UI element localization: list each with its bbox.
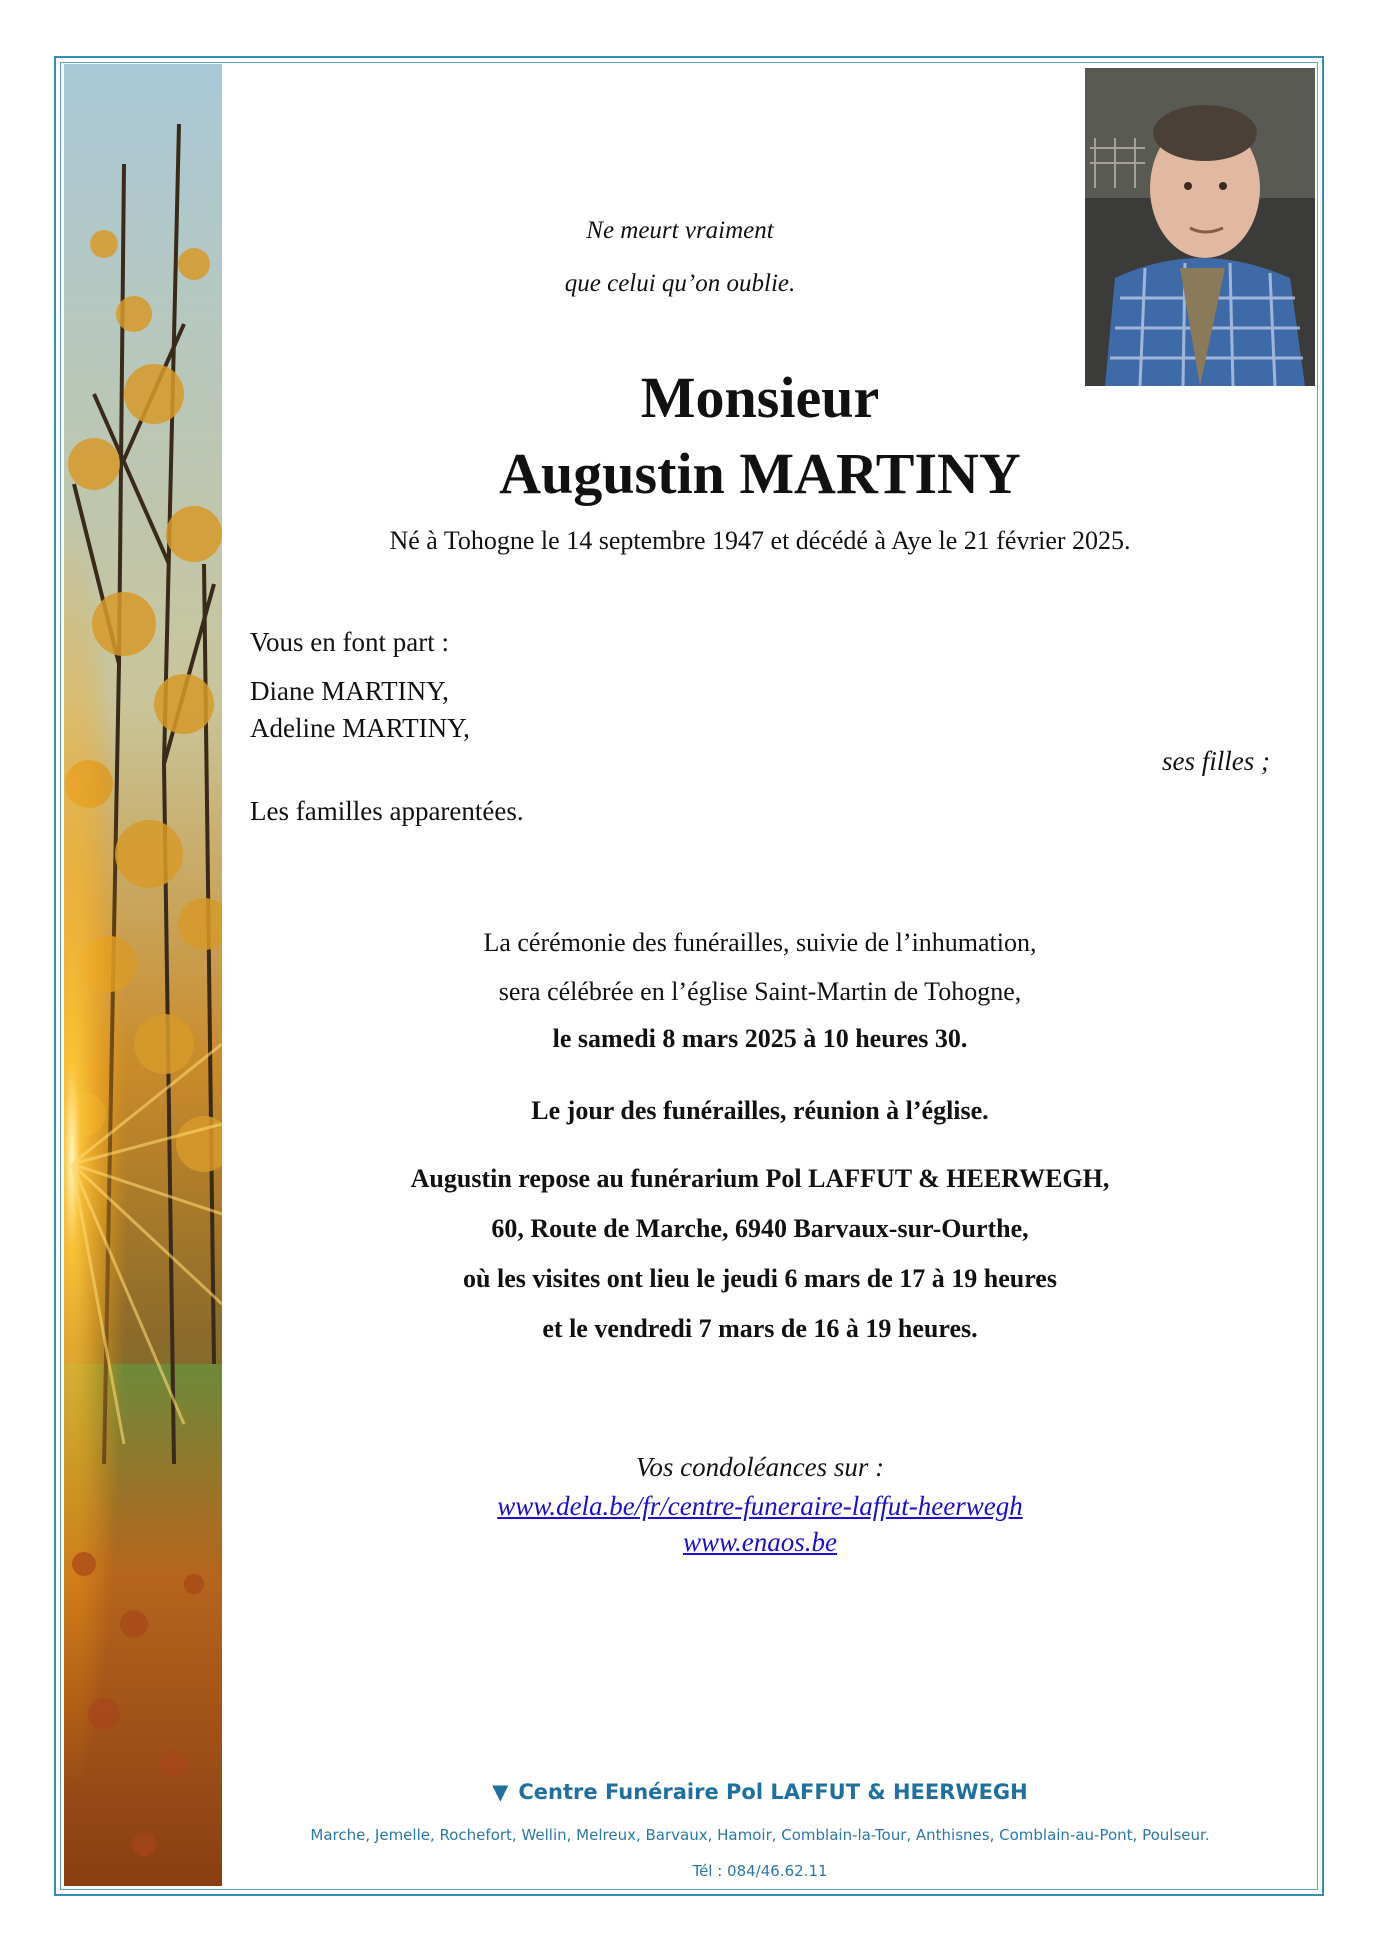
condolences-link-enaos[interactable]: www.enaos.be <box>683 1527 837 1557</box>
condolences-link-dela[interactable]: www.dela.be/fr/centre-funeraire-laffut-heerwegh <box>497 1491 1023 1521</box>
ceremony-line-2: sera célébrée en l’église Saint-Martin de Tohogne, <box>498 977 1022 1006</box>
rest-line-1: Augustin repose au funérarium Pol LAFFUT & HEERWEGH, <box>410 1164 1110 1193</box>
deceased-portrait-photo <box>1085 68 1315 386</box>
rest-line-4: et le vendredi 7 mars de 16 à 19 heures. <box>542 1314 978 1343</box>
funeral-center-name-row <box>300 1780 1220 1804</box>
announcement-intro: Vous en font part : <box>250 627 449 657</box>
quote-line-1: Ne meurt vraiment <box>586 217 774 244</box>
ceremony-date: le samedi 8 mars 2025 à 10 heures 30. <box>552 1024 968 1053</box>
funeral-center-name: Centre Funéraire Pol LAFFUT & HEERWEGH <box>518 1780 1028 1804</box>
family-member-2: Adeline MARTINY, <box>250 713 470 743</box>
funeral-center-locations: Marche, Jemelle, Rochefort, Wellin, Melreux, Barvaux, Hamoir, Comblain-la-Tour, Anthisnes, Comblain-au-Pont, Poulseur. <box>310 1826 1210 1844</box>
funeral-center-phone: Tél : 084/46.62.11 <box>692 1862 828 1880</box>
rest-line-3: où les visites ont lieu le jeudi 6 mars de 17 à 19 heures <box>463 1264 1057 1293</box>
deceased-name: Augustin MARTINY <box>499 441 1021 506</box>
quote-line-2: que celui qu’on oublie. <box>564 270 796 297</box>
birth-death-dates: Né à Tohogne le 14 septembre 1947 et décédé à Aye le 21 février 2025. <box>389 526 1131 555</box>
family-member-1: Diane MARTINY, <box>250 676 449 706</box>
ceremony-line-1: La cérémonie des funérailles, suivie de l’inhumation, <box>483 928 1037 957</box>
rest-line-2: 60, Route de Marche, 6940 Barvaux-sur-Ourthe, <box>491 1214 1029 1243</box>
condolences-label: Vos condoléances sur : <box>635 1452 885 1482</box>
triangle-down-icon: ▼ <box>492 1780 509 1804</box>
meeting-note: Le jour des funérailles, réunion à l’église. <box>531 1096 989 1125</box>
autumn-forest-image <box>64 64 222 1886</box>
relation-label: ses filles ; <box>1162 746 1270 776</box>
families-line: Les familles apparentées. <box>250 796 524 826</box>
civility-title: Monsieur <box>640 365 880 430</box>
